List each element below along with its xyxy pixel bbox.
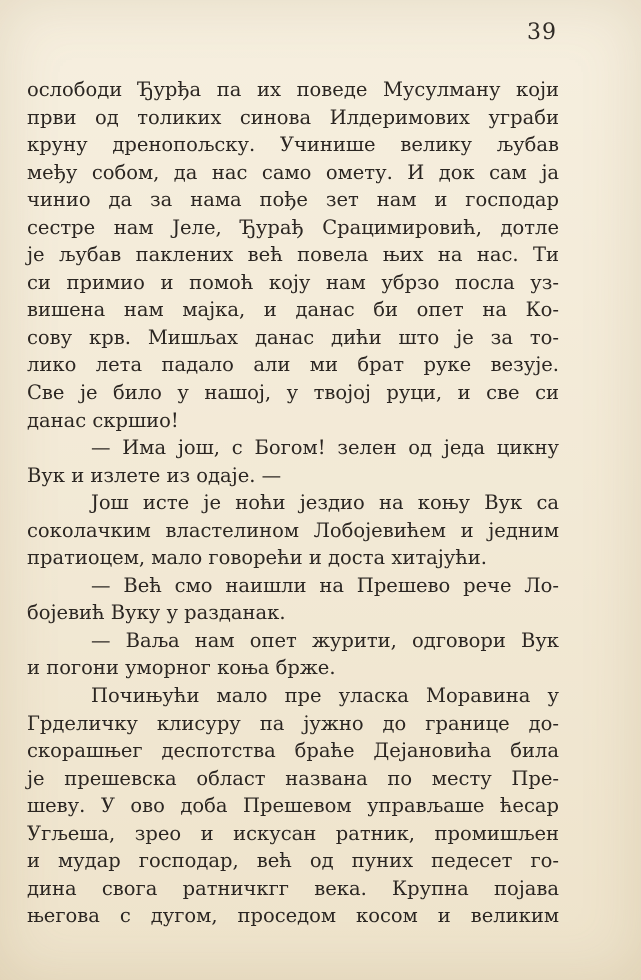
text-line: бојевић Вуку у разданак. xyxy=(27,601,286,625)
text-line: пратиоцем, мало говорећи и доста хитајући. xyxy=(27,546,488,570)
text-line: и мудар господар, већ од пуних педесет го- xyxy=(27,849,559,873)
text-line: круну дренопољску. Учинише велику љубав xyxy=(27,133,559,157)
text-line: Угљеша, зрео и искусан ратник, промишљен xyxy=(27,821,559,845)
text-line: дина свога ратничкгг века. Крупна појава xyxy=(27,876,559,900)
text-line: скорашњег деспотства браће Дејановића била xyxy=(27,739,559,763)
text-line: Почињући мало пре уласка Моравина у xyxy=(91,684,559,708)
text-line: међу собом, да нас само омету. И док сам ја xyxy=(27,160,559,184)
text-line: Све је било у нашој, у твојој руци, и све си xyxy=(27,381,559,405)
text-line: си примио и помоћ коју нам убрзо посла уз- xyxy=(27,270,559,294)
text-line: је љубав паклених већ повела њих на нас. Ти xyxy=(27,243,559,267)
text-line: сову крв. Мишљах данас дићи што је за то- xyxy=(27,325,559,349)
text-line: — Ваља нам опет журити, одговори Вук xyxy=(91,628,559,652)
page-number: 39 xyxy=(527,20,557,45)
text-line: је прешевска област названа по месту Пре- xyxy=(27,766,559,790)
text-line: шеву. У ово доба Прешевом управљаше ћесар xyxy=(27,794,559,818)
text-line: чинио да за нама пође зет нам и господар xyxy=(27,188,559,212)
text-line: ослободи Ђурђа па их поведе Мусулману који xyxy=(27,78,559,101)
text-line: Још исте је ноћи јездио на коњу Вук са xyxy=(91,491,559,515)
text-line: његова с дугом, проседом косом и великим xyxy=(27,904,559,928)
text-line: соколачким властелином Лобојевићем и једним xyxy=(27,518,559,542)
text-line: први од толиких синова Илдеримових уграби xyxy=(27,105,559,129)
text-line: вишена нам мајка, и данас би опет на Ко- xyxy=(27,298,559,322)
text-line: и погони уморног коња брже. xyxy=(27,656,336,680)
text-line: — Већ смо наишли на Прешево рече Ло- xyxy=(91,573,559,597)
text-line: — Има још, с Богом! зелен од једа цикну xyxy=(91,436,559,460)
text-line: данас скршио! xyxy=(27,408,179,432)
text-line: лико лета падало али ми брат руке везује. xyxy=(27,353,559,377)
body-text xyxy=(27,76,559,930)
text-line: сестре нам Јеле, Ђурађ Срацимировић, дотле xyxy=(27,215,559,239)
text-line: Грделичку клисуру па јужно до границе до- xyxy=(27,711,559,735)
text-line: Вук и излете из одаје. — xyxy=(27,463,282,487)
